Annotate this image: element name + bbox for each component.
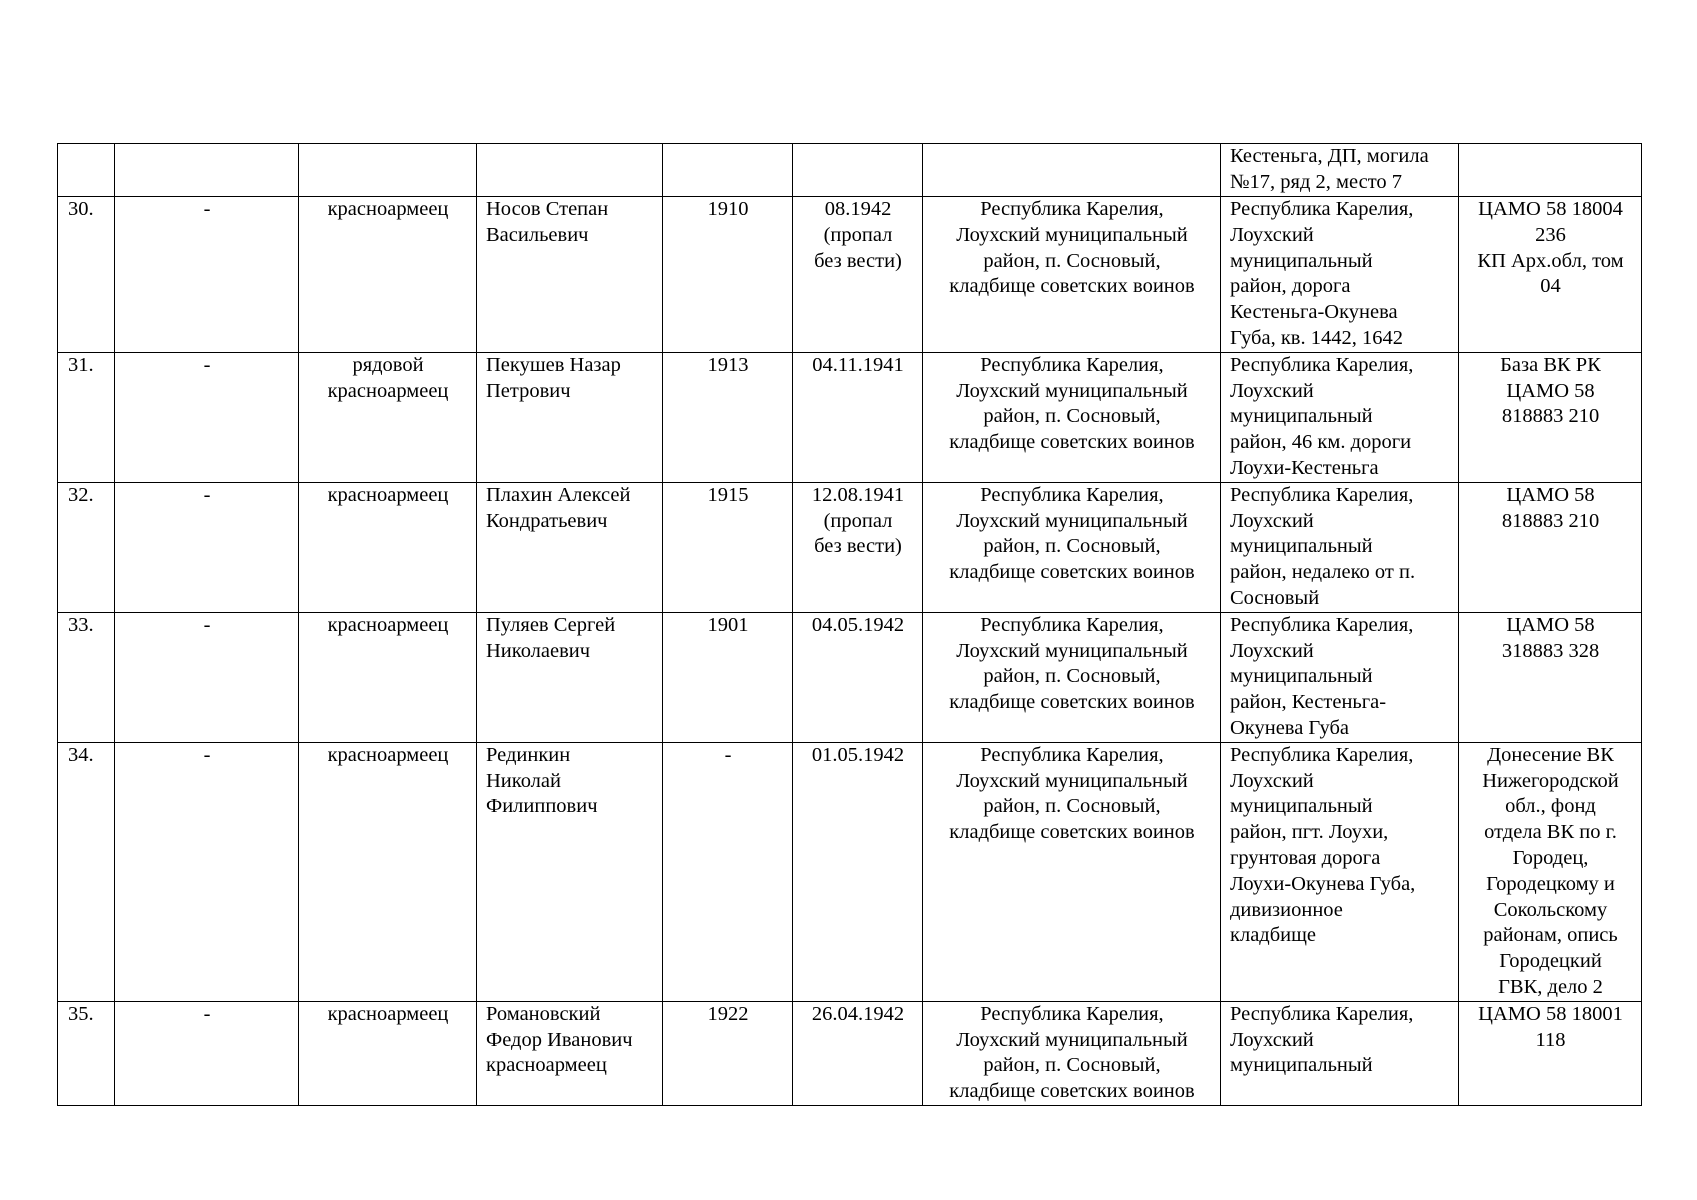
death-date-cell: 26.04.1942 xyxy=(793,1001,923,1105)
burial-place-cell: Республика Карелия, Лоухский муниципальный район, п. Сосновый, кладбище советских воинов xyxy=(923,352,1221,482)
birth-year-cell: 1922 xyxy=(663,1001,793,1105)
dash-cell: - xyxy=(115,197,299,353)
source-cell xyxy=(1459,144,1642,197)
source-cell: ЦАМО 58 18004 236 КП Арх.обл, том 04 xyxy=(1459,197,1642,353)
birth-year-cell: 1915 xyxy=(663,482,793,612)
primary-burial-cell: Республика Карелия, Лоухский муниципальный район, 46 км. дороги Лоухи-Кестеньга xyxy=(1221,352,1459,482)
primary-burial-cell: Республика Карелия, Лоухский муниципальный район, недалеко от п. Сосновый xyxy=(1221,482,1459,612)
birth-year-cell: - xyxy=(663,742,793,1001)
table-row xyxy=(58,352,1642,482)
primary-burial-cell: Республика Карелия, Лоухский муниципальный район, Кестеньга- Окунева Губа xyxy=(1221,612,1459,742)
table-row xyxy=(58,482,1642,612)
rank-cell: красноармеец xyxy=(299,612,477,742)
name-cell: Носов Степан Васильевич xyxy=(477,197,663,353)
burial-place-cell: Республика Карелия, Лоухский муниципальный район, п. Сосновый, кладбище советских воинов xyxy=(923,482,1221,612)
table-row xyxy=(58,197,1642,353)
row-number-cell: 35. xyxy=(58,1001,115,1105)
name-cell: Рединкин Николай Филиппович xyxy=(477,742,663,1001)
death-date-cell: 04.11.1941 xyxy=(793,352,923,482)
source-cell: ЦАМО 58 18001 118 xyxy=(1459,1001,1642,1105)
row-number-cell: 30. xyxy=(58,197,115,353)
burial-place-cell: Республика Карелия, Лоухский муниципальный район, п. Сосновый, кладбище советских воинов xyxy=(923,1001,1221,1105)
rank-cell: красноармеец xyxy=(299,742,477,1001)
dash-cell: - xyxy=(115,1001,299,1105)
name-cell xyxy=(477,144,663,197)
source-cell: ЦАМО 58 318883 328 xyxy=(1459,612,1642,742)
birth-year-cell: 1901 xyxy=(663,612,793,742)
dash-cell: - xyxy=(115,352,299,482)
death-date-cell xyxy=(793,144,923,197)
death-date-cell: 04.05.1942 xyxy=(793,612,923,742)
row-number-cell: 34. xyxy=(58,742,115,1001)
row-number-cell: 33. xyxy=(58,612,115,742)
source-cell: Донесение ВК Нижегородской обл., фонд отдела ВК по г. Городец, Городецкому и Сокольскому районам, опись Городецкий ГВК, дело 2 xyxy=(1459,742,1642,1001)
burial-place-cell: Республика Карелия, Лоухский муниципальный район, п. Сосновый, кладбище советских воинов xyxy=(923,197,1221,353)
table-row xyxy=(58,144,1642,197)
name-cell: Пекушев Назар Петрович xyxy=(477,352,663,482)
primary-burial-cell: Республика Карелия, Лоухский муниципальный район, дорога Кестеньга-Окунева Губа, кв. 1442, 1642 xyxy=(1221,197,1459,353)
primary-burial-cell: Республика Карелия, Лоухский муниципальный район, пгт. Лоухи, грунтовая дорога Лоухи-Окунева Губа, дивизионное кладбище xyxy=(1221,742,1459,1001)
name-cell: Романовский Федор Иванович красноармеец xyxy=(477,1001,663,1105)
rank-cell: красноармеец xyxy=(299,197,477,353)
primary-burial-cell: Кестеньга, ДП, могила №17, ряд 2, место 7 xyxy=(1221,144,1459,197)
primary-burial-cell: Республика Карелия, Лоухский муниципальный xyxy=(1221,1001,1459,1105)
row-number-cell: 31. xyxy=(58,352,115,482)
birth-year-cell: 1913 xyxy=(663,352,793,482)
birth-year-cell: 1910 xyxy=(663,197,793,353)
burial-place-cell: Республика Карелия, Лоухский муниципальный район, п. Сосновый, кладбище советских воинов xyxy=(923,742,1221,1001)
death-date-cell: 01.05.1942 xyxy=(793,742,923,1001)
table-row xyxy=(58,742,1642,1001)
rank-cell: красноармеец xyxy=(299,482,477,612)
table-row xyxy=(58,1001,1642,1105)
table-row xyxy=(58,612,1642,742)
burial-records-table xyxy=(57,143,1642,1106)
dash-cell: - xyxy=(115,482,299,612)
rank-cell: рядовой красноармеец xyxy=(299,352,477,482)
name-cell: Плахин Алексей Кондратьевич xyxy=(477,482,663,612)
rank-cell: красноармеец xyxy=(299,1001,477,1105)
name-cell: Пуляев Сергей Николаевич xyxy=(477,612,663,742)
source-cell: ЦАМО 58 818883 210 xyxy=(1459,482,1642,612)
birth-year-cell xyxy=(663,144,793,197)
dash-cell xyxy=(115,144,299,197)
row-number-cell: 32. xyxy=(58,482,115,612)
dash-cell: - xyxy=(115,742,299,1001)
burial-place-cell: Республика Карелия, Лоухский муниципальный район, п. Сосновый, кладбище советских воинов xyxy=(923,612,1221,742)
source-cell: База ВК РК ЦАМО 58 818883 210 xyxy=(1459,352,1642,482)
burial-place-cell xyxy=(923,144,1221,197)
row-number-cell xyxy=(58,144,115,197)
rank-cell xyxy=(299,144,477,197)
death-date-cell: 08.1942 (пропал без вести) xyxy=(793,197,923,353)
death-date-cell: 12.08.1941 (пропал без вести) xyxy=(793,482,923,612)
dash-cell: - xyxy=(115,612,299,742)
